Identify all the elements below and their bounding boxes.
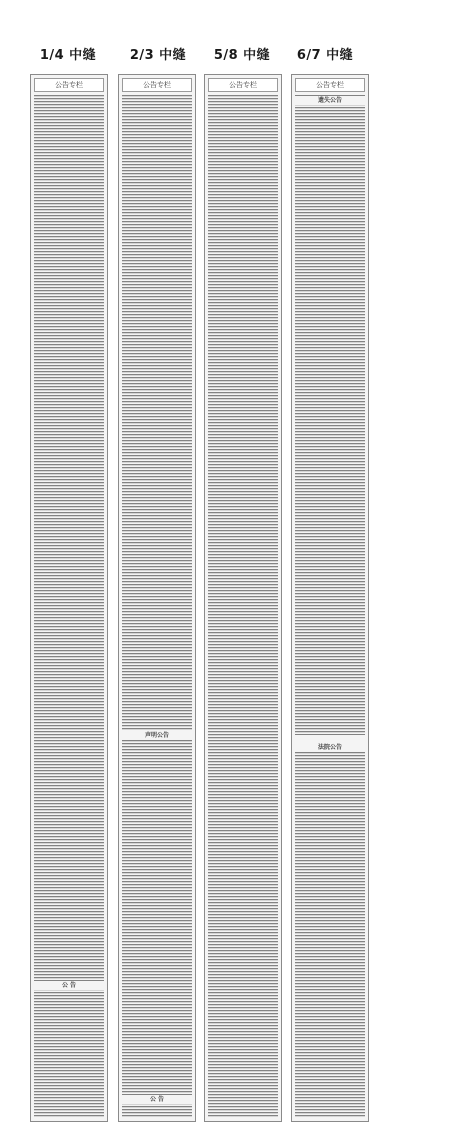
strip-header: 公告专栏 xyxy=(295,78,365,92)
column-label-1-4: 1/4 中缝 xyxy=(39,48,97,63)
newspaper-strip-2-3 xyxy=(118,74,196,1122)
strip-header: 公告专栏 xyxy=(122,78,192,92)
strip-subheading: 法院公告 xyxy=(295,743,365,752)
newspaper-strip-1-4 xyxy=(30,74,108,1122)
strip-subheading: 公 告 xyxy=(34,981,104,990)
strip-text-block xyxy=(122,95,192,1118)
newspaper-strip-5-8 xyxy=(204,74,282,1122)
strip-text-block xyxy=(208,95,278,1118)
column-label-2-3: 2/3 中缝 xyxy=(129,48,187,63)
strip-header: 公告专栏 xyxy=(208,78,278,92)
column-label-5-8: 5/8 中缝 xyxy=(213,48,271,63)
strip-header: 公告专栏 xyxy=(34,78,104,92)
strip-text-block xyxy=(34,95,104,1118)
strip-subheading: 遗失公告 xyxy=(295,96,365,105)
strip-subheading: 公 告 xyxy=(122,1095,192,1104)
column-label-6-7: 6/7 中缝 xyxy=(296,48,354,63)
strip-gap xyxy=(295,735,365,743)
newspaper-strip-6-7 xyxy=(291,74,369,1122)
strip-subheading: 声明公告 xyxy=(122,731,192,740)
strip-text-block xyxy=(295,95,365,1118)
